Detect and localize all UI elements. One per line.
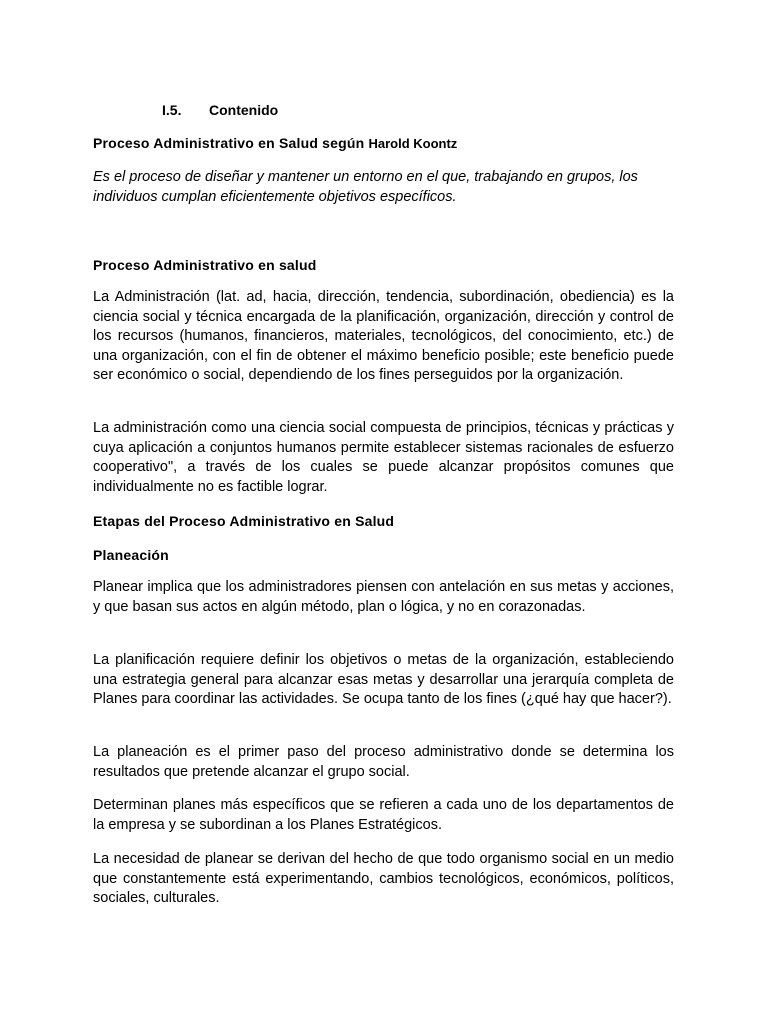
paragraph-planificacion: La planificación requiere definir los objetivos o metas de la organización, estableciendo una estrategia general para alcanzar esas metas y desarrollar una jerarquía completa de Planes para coordinar las actividades. Se ocupa tanto de los fines (¿qué hay que hacer?). <box>93 652 674 708</box>
section-number: I.5. <box>162 102 182 118</box>
paragraph-primer-paso: La planeación es el primer paso del proceso administrativo donde se determina los resultados que pretende alcanzar el grupo social. <box>93 744 674 780</box>
paragraph-necesidad-planear: La necesidad de planear se derivan del hecho de que todo organismo social en un medio que constantemente está experimentando, cambios tecnológicos, económicos, políticos, sociales, culturales. <box>93 851 674 907</box>
paragraph-ciencia-social: La administración como una ciencia social compuesta de principios, técnicas y prácticas y cuya aplicación a conjuntos humanos permite establecer sistemas racionales de esfuerzo cooperativo", a través de los cuales se puede alcanzar propósitos comunes que individualmente no es factible lograr. <box>93 420 674 495</box>
heading-planeacion: Planeación <box>93 547 169 563</box>
definition-paragraph: Es el proceso de diseñar y mantener un entorno en el que, trabajando en grupos, los individuos cumplan eficientemente objetivos específicos. <box>93 169 638 205</box>
paragraph-planes-especificos: Determinan planes más específicos que se refieren a cada uno de los departamentos de la empresa y se subordinan a los Planes Estratégicos. <box>93 797 674 833</box>
paragraph-administracion: La Administración (lat. ad, hacia, dirección, tendencia, subordinación, obediencia) es la ciencia social y técnica encargada de la planificación, organización, dirección y control de los recursos (humanos, financieros, materiales, tecnológicos, del conocimiento, etc.) de una organización, con el fin de obtener el máximo beneficio posible; este beneficio puede ser económico o social, dependiendo de los fines perseguidos por la organización. <box>93 289 674 384</box>
heading-author: Harold Koontz <box>368 136 458 151</box>
paragraph-planear: Planear implica que los administradores piensen con antelación en sus metas y acciones, y que basan sus actos en algún método, plan o lógica, y no en corazonadas. <box>93 579 674 615</box>
heading-etapas: Etapas del Proceso Administrativo en Salud <box>93 513 395 529</box>
heading-main-text: Proceso Administrativo en Salud según <box>93 135 365 151</box>
heading-proceso-koontz <box>93 134 674 153</box>
section-title: Contenido <box>209 102 279 118</box>
heading-proceso-salud: Proceso Administrativo en salud <box>93 257 317 273</box>
